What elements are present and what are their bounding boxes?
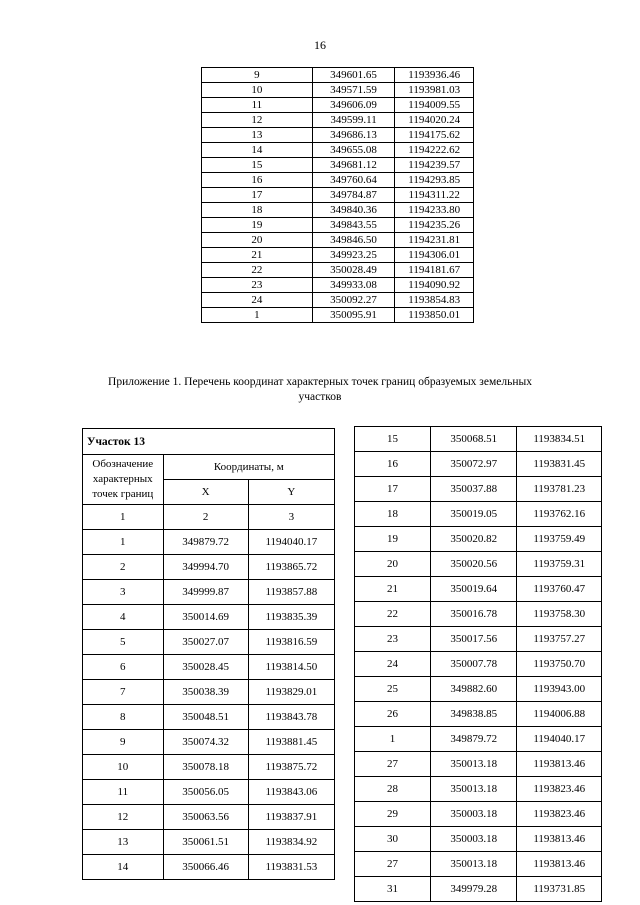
header-row: [83, 455, 335, 480]
table-row: [355, 427, 602, 452]
coord-x: 350063.56: [163, 805, 248, 830]
table-row: [83, 805, 335, 830]
point-number: 14: [202, 143, 313, 158]
point-number: 7: [83, 680, 164, 705]
table-row: [202, 263, 474, 278]
table-row: [202, 188, 474, 203]
point-number: 10: [83, 755, 164, 780]
table-row: [355, 577, 602, 602]
point-number: 16: [202, 173, 313, 188]
point-number: 16: [355, 452, 431, 477]
coord-x: 349760.64: [312, 173, 395, 188]
coord-x: 350027.07: [163, 630, 248, 655]
point-number: 4: [83, 605, 164, 630]
header-x: X: [163, 480, 248, 505]
coord-y: 1194222.62: [395, 143, 474, 158]
coord-x: 349681.12: [312, 158, 395, 173]
coord-x: 350061.51: [163, 830, 248, 855]
coord-y: 1194311.22: [395, 188, 474, 203]
header-points: Обозначение характерных точек границ: [83, 455, 164, 505]
column-numbering-row: [83, 505, 335, 530]
coord-x: 349879.72: [431, 727, 517, 752]
table-row: [355, 777, 602, 802]
caption-line-2: участков: [298, 391, 342, 403]
point-number: 9: [202, 68, 313, 83]
coord-x: 349601.65: [312, 68, 395, 83]
point-number: 15: [355, 427, 431, 452]
table-row: [202, 68, 474, 83]
coord-y: 1193834.92: [248, 830, 334, 855]
coord-y: 1194231.81: [395, 233, 474, 248]
table-row: [202, 278, 474, 293]
point-number: 13: [202, 128, 313, 143]
coord-x: 350037.88: [431, 477, 517, 502]
coord-x: 349882.60: [431, 677, 517, 702]
coordinates-table-continued: [201, 67, 474, 323]
table-row: [355, 677, 602, 702]
coord-y: 1193759.31: [517, 552, 602, 577]
plot-title: Участок 13: [83, 429, 335, 455]
coord-y: 1193857.88: [248, 580, 334, 605]
coord-x: 349846.50: [312, 233, 395, 248]
point-number: 5: [83, 630, 164, 655]
column-number: 2: [163, 505, 248, 530]
table-row: [202, 233, 474, 248]
coord-y: 1194090.92: [395, 278, 474, 293]
coord-y: 1193816.59: [248, 630, 334, 655]
coord-y: 1194293.85: [395, 173, 474, 188]
coord-y: 1193834.51: [517, 427, 602, 452]
point-number: 11: [202, 98, 313, 113]
point-number: 9: [83, 730, 164, 755]
coord-y: 1193823.46: [517, 777, 602, 802]
coord-x: 350003.18: [431, 827, 517, 852]
coord-x: 350072.97: [431, 452, 517, 477]
point-number: 13: [83, 830, 164, 855]
table-row: [202, 98, 474, 113]
coord-y: 1194235.26: [395, 218, 474, 233]
table-row: [355, 827, 602, 852]
coord-x: 350048.51: [163, 705, 248, 730]
coord-x: 349879.72: [163, 530, 248, 555]
coord-y: 1194006.88: [517, 702, 602, 727]
coord-x: 350013.18: [431, 852, 517, 877]
coord-x: 350007.78: [431, 652, 517, 677]
point-number: 24: [355, 652, 431, 677]
coord-x: 350074.32: [163, 730, 248, 755]
coord-y: 1194020.24: [395, 113, 474, 128]
table-row: [355, 802, 602, 827]
coord-x: 350038.39: [163, 680, 248, 705]
coord-y: 1193881.45: [248, 730, 334, 755]
coord-x: 350019.64: [431, 577, 517, 602]
table-row: [202, 143, 474, 158]
coord-y: 1193831.53: [248, 855, 334, 880]
point-number: 1: [202, 308, 313, 323]
coord-y: 1193823.46: [517, 802, 602, 827]
coord-y: 1193850.01: [395, 308, 474, 323]
point-number: 8: [83, 705, 164, 730]
coord-y: 1193760.47: [517, 577, 602, 602]
coord-x: 349999.87: [163, 580, 248, 605]
coord-y: 1194175.62: [395, 128, 474, 143]
coord-x: 350013.18: [431, 777, 517, 802]
coord-x: 349571.59: [312, 83, 395, 98]
point-number: 17: [355, 477, 431, 502]
caption-line-1: Приложение 1. Перечень координат характерных точек границ образуемых земельных: [108, 376, 532, 388]
table-row: [355, 452, 602, 477]
point-number: 30: [355, 827, 431, 852]
coord-x: 349655.08: [312, 143, 395, 158]
point-number: 15: [202, 158, 313, 173]
coord-y: 1194009.55: [395, 98, 474, 113]
table-row: [355, 752, 602, 777]
coord-y: 1193813.46: [517, 827, 602, 852]
coord-x: 350016.78: [431, 602, 517, 627]
coord-y: 1193759.49: [517, 527, 602, 552]
table-row: [355, 877, 602, 902]
header-coordinates: Координаты, м: [163, 455, 334, 480]
coord-x: 350013.18: [431, 752, 517, 777]
coord-y: 1193831.45: [517, 452, 602, 477]
table-row: [202, 113, 474, 128]
point-number: 2: [83, 555, 164, 580]
point-number: 19: [202, 218, 313, 233]
coord-x: 350095.91: [312, 308, 395, 323]
point-number: 20: [355, 552, 431, 577]
coord-x: 349923.25: [312, 248, 395, 263]
table-row: [83, 605, 335, 630]
table-row: [355, 502, 602, 527]
coord-x: 350028.45: [163, 655, 248, 680]
point-number: 21: [355, 577, 431, 602]
table-row: [355, 477, 602, 502]
point-number: 19: [355, 527, 431, 552]
table-row: [83, 680, 335, 705]
header-y: Y: [248, 480, 334, 505]
table-row: [83, 530, 335, 555]
table-row: [83, 555, 335, 580]
coord-y: 1193829.01: [248, 680, 334, 705]
coord-y: 1193981.03: [395, 83, 474, 98]
coord-x: 350028.49: [312, 263, 395, 278]
point-number: 12: [202, 113, 313, 128]
table-row: [355, 627, 602, 652]
table-row: [83, 730, 335, 755]
coord-x: 349606.09: [312, 98, 395, 113]
point-number: 14: [83, 855, 164, 880]
coord-y: 1193813.46: [517, 752, 602, 777]
table-title-row: [83, 429, 335, 455]
point-number: 12: [83, 805, 164, 830]
table-row: [83, 830, 335, 855]
point-number: 31: [355, 877, 431, 902]
coord-y: 1194181.67: [395, 263, 474, 278]
coord-x: 349994.70: [163, 555, 248, 580]
coord-y: 1193781.23: [517, 477, 602, 502]
point-number: 28: [355, 777, 431, 802]
coord-y: 1193757.27: [517, 627, 602, 652]
coord-y: 1193731.85: [517, 877, 602, 902]
point-number: 10: [202, 83, 313, 98]
point-number: 23: [355, 627, 431, 652]
coord-x: 350020.82: [431, 527, 517, 552]
point-number: 17: [202, 188, 313, 203]
point-number: 27: [355, 852, 431, 877]
table-row: [202, 128, 474, 143]
point-number: 1: [355, 727, 431, 752]
point-number: 18: [202, 203, 313, 218]
column-number: 3: [248, 505, 334, 530]
table-row: [355, 652, 602, 677]
point-number: 1: [83, 530, 164, 555]
coord-x: 350017.56: [431, 627, 517, 652]
page-number: 16: [314, 38, 326, 52]
coord-y: 1193837.91: [248, 805, 334, 830]
coord-x: 350068.51: [431, 427, 517, 452]
point-number: 29: [355, 802, 431, 827]
table-row: [83, 705, 335, 730]
table-row: [355, 702, 602, 727]
point-number: 20: [202, 233, 313, 248]
point-number: 26: [355, 702, 431, 727]
coord-y: 1193813.46: [517, 852, 602, 877]
coord-y: 1194239.57: [395, 158, 474, 173]
coord-x: 349843.55: [312, 218, 395, 233]
coord-x: 350066.46: [163, 855, 248, 880]
table-row: [83, 780, 335, 805]
coord-y: 1193843.78: [248, 705, 334, 730]
coord-x: 349838.85: [431, 702, 517, 727]
appendix-caption: [60, 375, 580, 405]
coord-x: 349784.87: [312, 188, 395, 203]
coord-x: 349840.36: [312, 203, 395, 218]
coord-x: 350078.18: [163, 755, 248, 780]
point-number: 3: [83, 580, 164, 605]
table-row: [202, 308, 474, 323]
point-number: 22: [202, 263, 313, 278]
point-number: 21: [202, 248, 313, 263]
coord-x: 350020.56: [431, 552, 517, 577]
point-number: 23: [202, 278, 313, 293]
coord-y: 1193936.46: [395, 68, 474, 83]
coord-x: 350019.05: [431, 502, 517, 527]
table-row: [202, 248, 474, 263]
coord-x: 349599.11: [312, 113, 395, 128]
point-number: 6: [83, 655, 164, 680]
coord-y: 1193875.72: [248, 755, 334, 780]
table-row: [355, 727, 602, 752]
coord-x: 349979.28: [431, 877, 517, 902]
table-row: [202, 83, 474, 98]
plot-13-coordinates-table-right: [354, 426, 602, 902]
table-row: [202, 173, 474, 188]
coord-y: 1193750.70: [517, 652, 602, 677]
point-number: 11: [83, 780, 164, 805]
table-row: [355, 527, 602, 552]
table-row: [355, 602, 602, 627]
coord-y: 1193814.50: [248, 655, 334, 680]
table-row: [202, 203, 474, 218]
coord-y: 1193854.83: [395, 293, 474, 308]
table-row: [355, 552, 602, 577]
coord-y: 1193762.16: [517, 502, 602, 527]
coord-x: 349933.08: [312, 278, 395, 293]
table-row: [202, 158, 474, 173]
table-row: [83, 580, 335, 605]
table-row: [83, 855, 335, 880]
coord-y: 1193758.30: [517, 602, 602, 627]
coord-y: 1193835.39: [248, 605, 334, 630]
coord-y: 1194040.17: [248, 530, 334, 555]
point-number: 24: [202, 293, 313, 308]
table-row: [202, 218, 474, 233]
coord-y: 1193943.00: [517, 677, 602, 702]
point-number: 22: [355, 602, 431, 627]
table-row: [83, 630, 335, 655]
table-row: [83, 755, 335, 780]
point-number: 18: [355, 502, 431, 527]
coord-x: 350092.27: [312, 293, 395, 308]
point-number: 25: [355, 677, 431, 702]
coord-x: 350003.18: [431, 802, 517, 827]
coord-y: 1194040.17: [517, 727, 602, 752]
column-number: 1: [83, 505, 164, 530]
table-row: [202, 293, 474, 308]
coord-x: 350056.05: [163, 780, 248, 805]
coord-y: 1193843.06: [248, 780, 334, 805]
table-row: [355, 852, 602, 877]
coord-x: 349686.13: [312, 128, 395, 143]
coord-y: 1194306.01: [395, 248, 474, 263]
coord-y: 1193865.72: [248, 555, 334, 580]
coord-y: 1194233.80: [395, 203, 474, 218]
point-number: 27: [355, 752, 431, 777]
plot-13-coordinates-table: [82, 428, 335, 880]
table-row: [83, 655, 335, 680]
coord-x: 350014.69: [163, 605, 248, 630]
